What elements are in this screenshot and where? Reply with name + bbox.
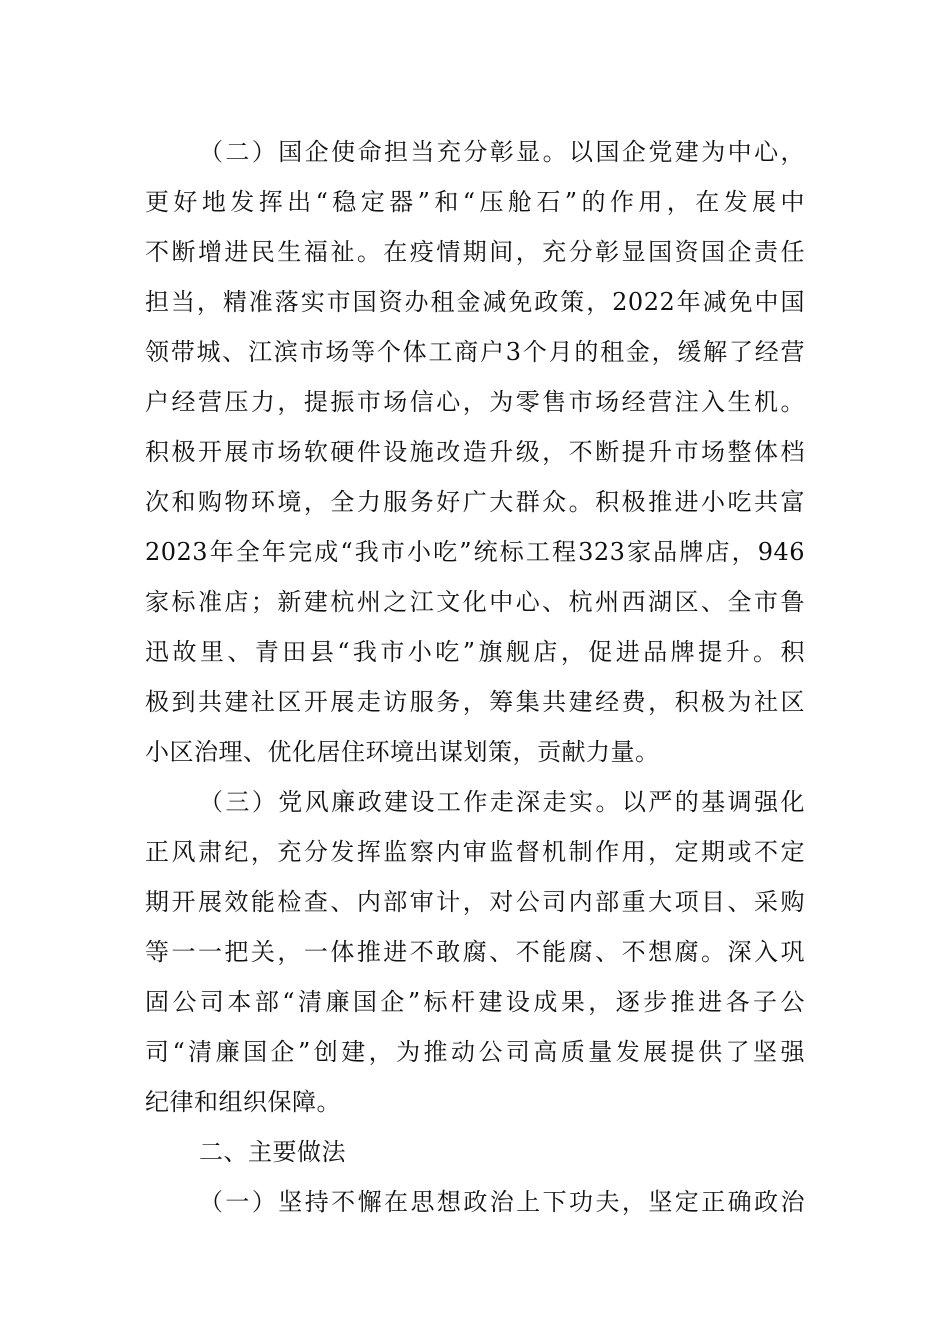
paragraph-2-line-3: 不断增进民生福祉。在疫情期间，充分彰显国资国企责任 [145,238,805,266]
paragraph-2-line-8: 次和购物环境，全力服务好广大群众。积极推进小吃共富 [145,488,805,516]
section-heading: 二、主要做法 [199,1138,346,1166]
paragraph-2-line-13: 小区治理、优化居住环境出谋划策，贡献力量。 [145,738,660,766]
paragraph-3-line-6: 司“清廉国企”创建，为推动公司高质量发展提供了坚强 [145,1038,805,1066]
paragraph-2-line-2: 更好地发挥出“稳定器”和“压舱石”的作用，在发展中 [145,188,805,216]
paragraph-2-line-12: 极到共建社区开展走访服务，筹集共建经费，积极为社区 [145,688,805,716]
paragraph-3-line-4: 等一一把关，一体推进不敢腐、不能腐、不想腐。深入巩 [145,938,805,966]
paragraph-2-line-1: （二）国企使命担当充分彰显。以国企党建为中心， [199,138,805,166]
paragraph-2-line-4: 担当，精准落实市国资办租金减免政策，2022年减免中国 [145,288,805,316]
paragraph-2-line-11: 迅故里、青田县“我市小吃”旗舰店，促进品牌提升。积 [145,638,805,666]
paragraph-2-line-9: 2023年全年完成“我市小吃”统标工程323家品牌店，946 [145,538,805,566]
paragraph-2-line-7: 积极开展市场软硬件设施改造升级，不断提升市场整体档 [145,438,805,466]
paragraph-3-line-5: 固公司本部“清廉国企”标杆建设成果，逐步推进各子公 [145,988,805,1016]
paragraph-3-line-7: 纪律和组织保障。 [145,1088,341,1116]
paragraph-3-line-3: 期开展效能检查、内部审计，对公司内部重大项目、采购 [145,888,805,916]
paragraph-2-line-5: 领带城、江滨市场等个体工商户3个月的租金，缓解了经营 [145,338,805,366]
paragraph-4-line-1: （一）坚持不懈在思想政治上下功夫，坚定正确政治 [199,1188,805,1216]
paragraph-2-line-10: 家标准店；新建杭州之江文化中心、杭州西湖区、全市鲁 [145,588,805,616]
paragraph-3-line-1: （三）党风廉政建设工作走深走实。以严的基调强化 [199,788,805,816]
paragraph-2-line-6: 户经营压力，提振市场信心，为零售市场经营注入生机。 [145,388,805,416]
paragraph-3-line-2: 正风肃纪，充分发挥监察内审监督机制作用，定期或不定 [145,838,805,866]
